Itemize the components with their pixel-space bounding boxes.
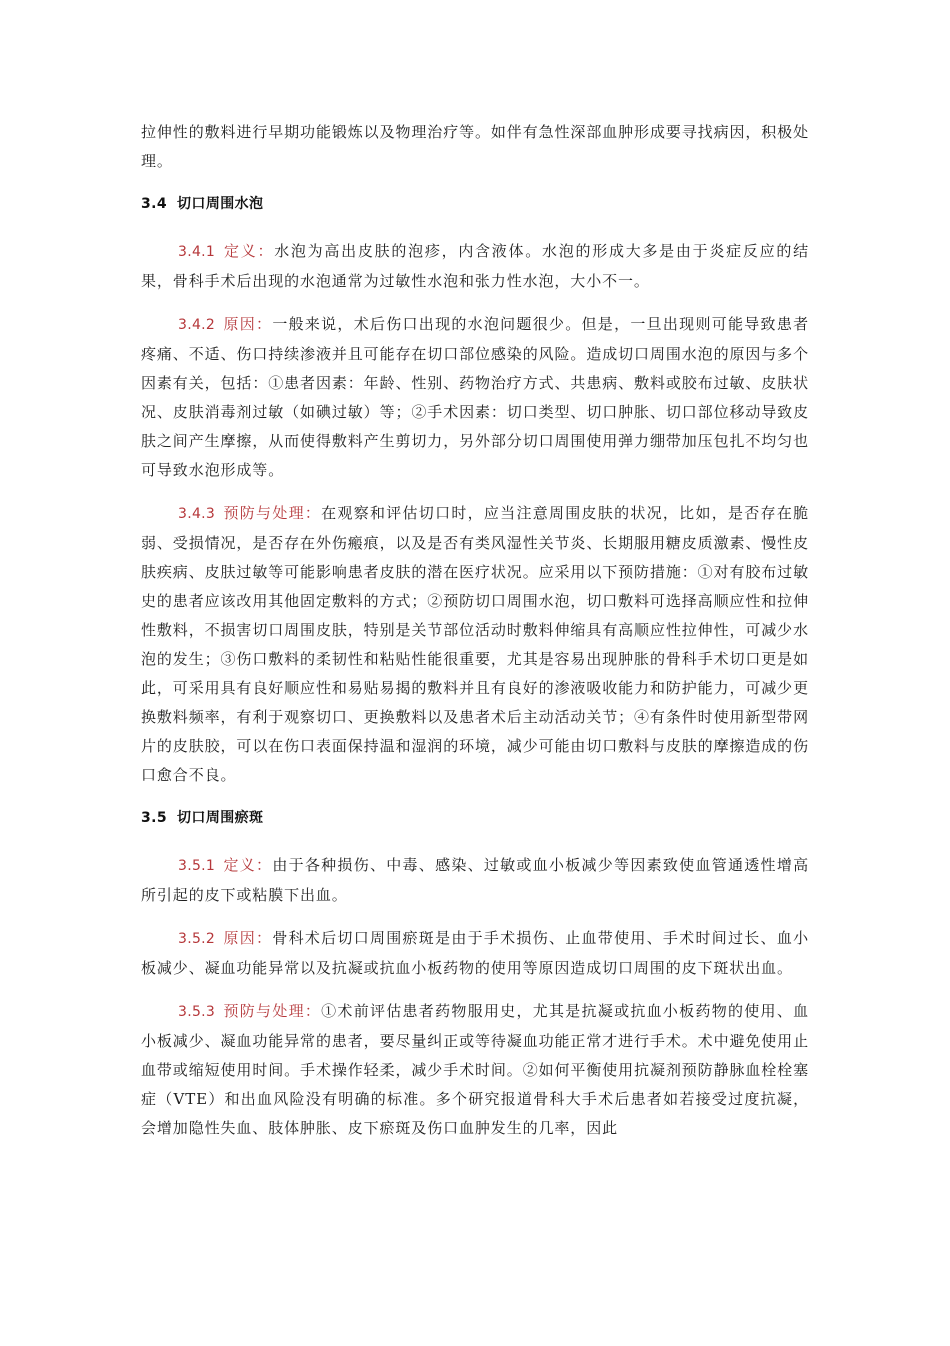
subsection-3-5-3 — [141, 997, 809, 1143]
subsection-text: 骨科术后切口周围瘀斑是由于手术损伤、止血带使用、手术时间过长、血小板减少、凝血功能异常以及抗凝或抗血小板药物的使用等原因造成切口周围的皮下斑状出血。 — [141, 929, 809, 977]
subsection-number: 3.5.1 — [178, 858, 216, 874]
subsection-label: 预防与处理： — [223, 1002, 322, 1020]
subsection-label: 定义： — [223, 242, 275, 260]
subsection-number: 3.5.3 — [178, 1004, 216, 1020]
subsection-number: 3.4.2 — [178, 317, 216, 333]
subsection-number: 3.5.2 — [178, 931, 216, 947]
subsection-3-4-3 — [141, 499, 809, 790]
subsection-text: 一般来说，术后伤口出现的水泡问题很少。但是，一旦出现则可能导致患者疼痛、不适、伤口持续渗液并且可能存在切口部位感染的风险。造成切口周围水泡的原因与多个因素有关，包括：①患者因素：年龄、性别、药物治疗方式、共患病、敷料或胶布过敏、皮肤状况、皮肤消毒剂过敏（如碘过敏）等；②手术因素：切口类型、切口肿胀、切口部位移动导致皮肤之间产生摩擦，从而使得敷料产生剪切力，另外部分切口周围使用弹力绷带加压包扎不均匀也可导致水泡形成等。 — [141, 315, 809, 479]
intro-paragraph: 拉伸性的敷料进行早期功能锻炼以及物理治疗等。如伴有急性深部血肿形成要寻找病因，积极处理。 — [141, 123, 809, 170]
subsection-number: 3.4.1 — [178, 244, 216, 260]
section-title: 切口周围瘀斑 — [177, 810, 264, 826]
section-number: 3.5 — [141, 810, 168, 826]
subsection-text: ①术前评估患者药物服用史，尤其是抗凝或抗血小板药物的使用、血小板减少、凝血功能异常的患者，要尽量纠正或等待凝血功能正常才进行手术。术中避免使用止血带或缩短使用时间。手术操作轻柔，减少手术时间。②如何平衡使用抗凝剂预防静脉血栓栓塞症（VTE）和出血风险没有明确的标准。多个研究报道骨科大手术后患者如若接受过度抗凝，会增加隐性失血、肢体肿胀、皮下瘀斑及伤口血肿发生的几率，因此 — [141, 1002, 809, 1137]
subsection-label: 预防与处理： — [223, 504, 322, 522]
subsection-3-5-2 — [141, 924, 809, 983]
subsection-3-4-2 — [141, 310, 809, 485]
subsection-label: 定义： — [223, 856, 273, 874]
document-body — [141, 118, 809, 1157]
subsection-3-5-1 — [141, 851, 809, 910]
subsection-number: 3.4.3 — [178, 506, 216, 522]
subsection-3-4-1 — [141, 237, 809, 296]
subsection-label: 原因： — [223, 929, 273, 947]
subsection-text: 水泡为高出皮肤的泡疹，内含液体。水泡的形成大多是由于炎症反应的结果，骨科手术后出现的水泡通常为过敏性水泡和张力性水泡，大小不一。 — [141, 242, 809, 290]
section-heading-3-5 — [141, 804, 809, 833]
section-heading-3-4 — [141, 190, 809, 219]
section-number: 3.4 — [141, 196, 168, 212]
subsection-label: 原因： — [223, 315, 273, 333]
subsection-text: 在观察和评估切口时，应当注意周围皮肤的状况，比如，是否存在脆弱、受损情况，是否存在外伤瘢痕，以及是否有类风湿性关节炎、长期服用糖皮质激素、慢性皮肤疾病、皮肤过敏等可能影响患者皮肤的潜在医疗状况。应采用以下预防措施：①对有胶布过敏史的患者应该改用其他固定敷料的方式；②预防切口周围水泡，切口敷料可选择高顺应性和拉伸性敷料，不损害切口周围皮肤，特别是关节部位活动时敷料伸缩具有高顺应性拉伸性，可减少水泡的发生；③伤口敷料的柔韧性和粘贴性能很重要，尤其是容易出现肿胀的骨科手术切口更是如此，可采用具有良好顺应性和易贴易揭的敷料并且有良好的渗液吸收能力和防护能力，可减少更换敷料频率，有利于观察切口、更换敷料以及患者术后主动活动关节；④有条件时使用新型带网片的皮肤胶，可以在伤口表面保持温和湿润的环境，减少可能由切口敷料与皮肤的摩擦造成的伤口愈合不良。 — [141, 504, 809, 784]
subsection-text: 由于各种损伤、中毒、感染、过敏或血小板减少等因素致使血管通透性增高所引起的皮下或粘膜下出血。 — [141, 856, 809, 904]
section-title: 切口周围水泡 — [177, 196, 264, 212]
